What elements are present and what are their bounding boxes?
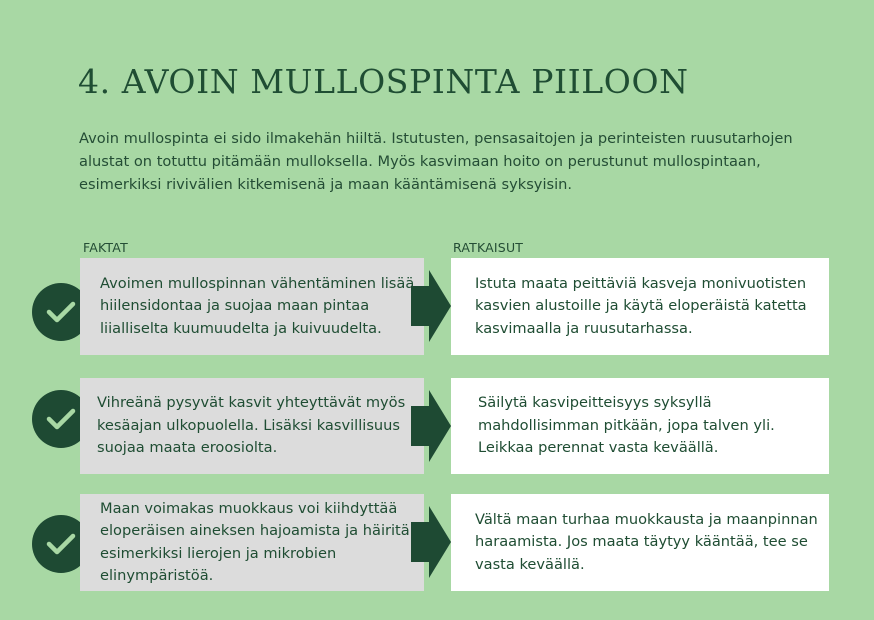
arrow-right-icon — [411, 390, 451, 462]
arrow-right-icon — [411, 506, 451, 578]
facts-column-heading: FAKTAT — [83, 240, 128, 255]
solutions-column-heading: RATKAISUT — [453, 240, 524, 255]
fact-box — [80, 378, 424, 474]
fact-text: Vihreänä pysyvät kasvit yhteyttävät myös kesäajan ulkopuolella. Lisäksi kasvillisuus suojaa maata eroosiolta. — [97, 394, 406, 457]
fact-text: Maan voimakas muokkaus voi kiihdyttää eloperäisen aineksen hajoamista ja häiritä esimerkiksi lierojen ja mikrobien elinympäristöä. — [100, 499, 410, 584]
fact-box — [80, 494, 424, 591]
solution-box — [451, 494, 829, 591]
intro-paragraph: Avoin mullospinta ei sido ilmakehän hiiltä. Istutusten, pensasaitojen ja perinteisten ruusutarhojen alustat on totuttu pitämään mulloksella. Myös kasvimaan hoito on perustunut mullospintaan, esimerkiksi rivivälien kitkemisenä ja maan kääntämisenä syksyisin. — [79, 130, 793, 193]
solution-text: Säilytä kasvipeitteisyys syksyllä mahdollisimman pitkään, jopa talven yli. Leikkaa perennat vasta keväällä. — [478, 394, 775, 457]
arrow-right-icon — [411, 270, 451, 342]
solution-box — [451, 378, 829, 474]
fact-text: Avoimen mullospinnan vähentäminen lisää hiilensidontaa ja suojaa maan pintaa liialliselta kuumuudelta ja kuivuudelta. — [100, 274, 415, 337]
solution-box — [451, 258, 829, 355]
solution-text: Vältä maan turhaa muokkausta ja maanpinnan haraamista. Jos maata täytyy kääntää, tee se vasta keväällä. — [475, 510, 818, 573]
fact-box — [80, 258, 424, 355]
solution-text: Istuta maata peittäviä kasveja monivuotisten kasvien alustoille ja käytä eloperäistä katetta kasvimaalla ja ruusutarhassa. — [475, 274, 807, 337]
page-title: 4. AVOIN MULLOSPINTA PIILOON — [78, 62, 689, 101]
